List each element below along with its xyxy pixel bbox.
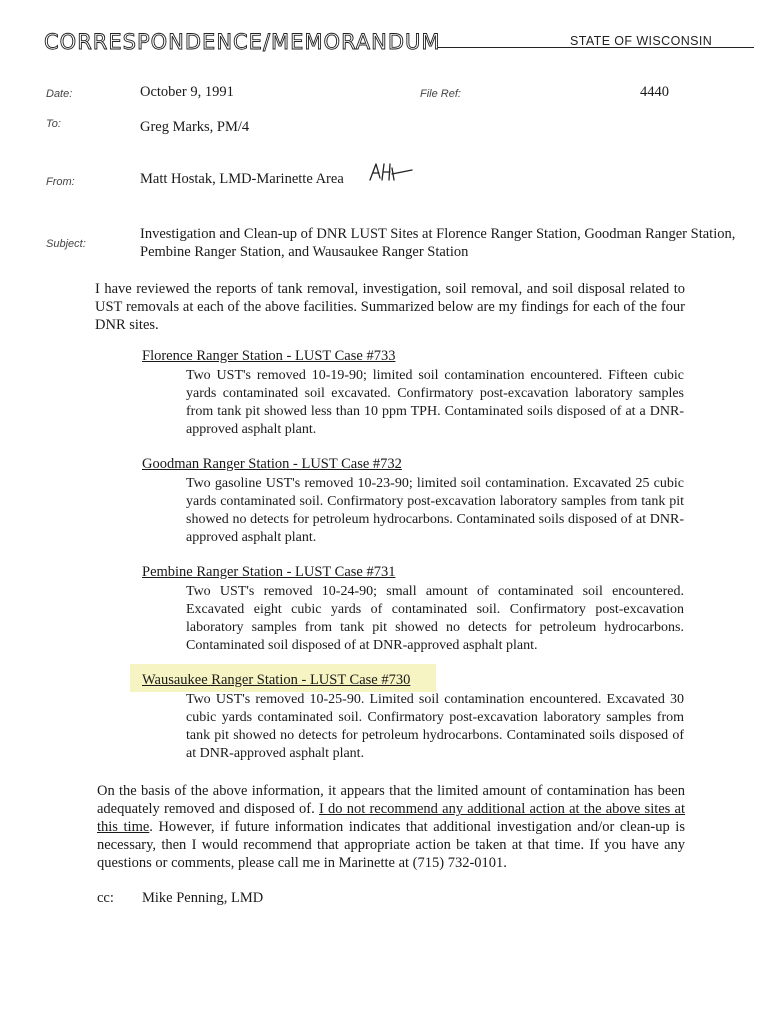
section-title-florence: Florence Ranger Station - LUST Case #733 (142, 348, 396, 364)
subject-value: Investigation and Clean-up of DNR LUST Sites at Florence Ranger Station, Goodman Ranger Station, Pembine Ranger Station, and Wausaukee Ranger Station (140, 226, 736, 260)
intro-paragraph: I have reviewed the reports of tank removal, investigation, soil removal, and soil disposal related to UST removals at each of the above facilities. Summarized below are my findings for each of the four DNR sites. (95, 281, 685, 333)
subject-label: Subject: (46, 238, 86, 250)
cc-label: cc: (97, 890, 114, 906)
memo-header-title: CORRESPONDENCE/MEMORANDUM (44, 30, 441, 54)
section-body-wausaukee: Two UST's removed 10-25-90. Limited soil contamination encountered. Excavated 30 cubic yards contaminated soil. Confirmatory post-excavation laboratory samples from tank pit showed no detects for petroleum hydrocarbons. Contaminated soils disposed of at DNR-approved asphalt plant. (186, 692, 684, 761)
file-ref-value: 4440 (640, 84, 669, 100)
from-label: From: (46, 176, 75, 188)
file-ref-label: File Ref: (420, 88, 461, 100)
date-value: October 9, 1991 (140, 84, 234, 100)
conclusion-text-part2: . However, if future information indicates that additional investigation and/or clean-up is necessary, then I would recommend that appropriate action be taken at that time. If you have any questions or comments, please call me in Marinette at (715) 732-0101. (97, 819, 685, 871)
state-of-wisconsin-label: STATE OF WISCONSIN (570, 34, 713, 48)
handwritten-initials-signature (368, 158, 416, 186)
conclusion-text-part1: On the basis of the above information, it appears that the limited amount of contamination has been adequately removed and disposed of. (97, 783, 685, 817)
section-title-goodman: Goodman Ranger Station - LUST Case #732 (142, 456, 402, 472)
section-title-wausaukee: Wausaukee Ranger Station - LUST Case #730 (142, 672, 411, 688)
section-body-goodman: Two gasoline UST's removed 10-23-90; limited soil contamination. Excavated 25 cubic yards contaminated soil. Confirmatory post-excavation laboratory samples from tank pit showed no detects for petroleum hydrocarbons. Contaminated soils disposed of at DNR-approved asphalt plant. (186, 476, 684, 545)
from-value: Matt Hostak, LMD-Marinette Area (140, 171, 344, 187)
conclusion-paragraph (97, 782, 685, 872)
cc-value: Mike Penning, LMD (142, 890, 264, 906)
date-label: Date: (46, 88, 73, 100)
recommendation-underlined: I do not recommend any additional action at the above sites at this time (97, 801, 685, 835)
section-body-florence: Two UST's removed 10-19-90; limited soil contamination encountered. Fifteen cubic yards contaminated soil excavated. Confirmatory post-excavation laboratory samples from tank pit showed less than 10 ppm TPH. Contaminated soils disposed of at a DNR-approved asphalt plant. (186, 368, 684, 437)
section-body-pembine: Two UST's removed 10-24-90; small amount of contaminated soil encountered. Excavated eight cubic yards of contaminated soil. Confirmatory post-excavation laboratory samples from tank pit showed no detects for petroleum hydrocarbons. Contaminated soil disposed of at DNR-approved asphalt plant. (186, 584, 684, 653)
section-title-pembine: Pembine Ranger Station - LUST Case #731 (142, 564, 396, 580)
to-label: To: (46, 118, 61, 130)
to-value: Greg Marks, PM/4 (140, 119, 250, 135)
